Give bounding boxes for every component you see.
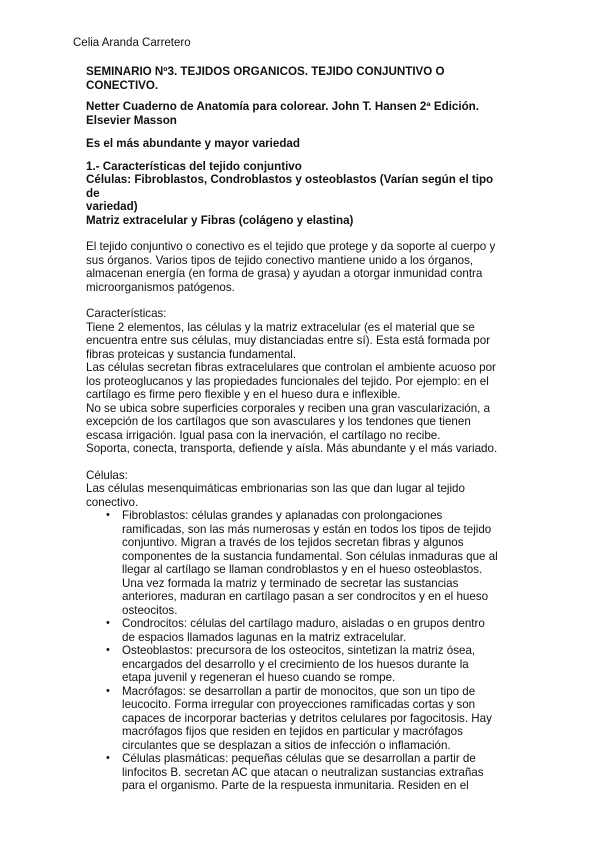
list-item-line: circulantes que se desplazan a sitios de infección o inflamación. — [122, 738, 451, 752]
cells-section — [86, 469, 530, 793]
source-reference — [86, 100, 530, 127]
section1-line: 1.- Características del tejido conjuntivo — [86, 159, 302, 173]
cells-line: Las células mesenquimáticas embrionarias son las que dan lugar al tejido — [86, 482, 465, 495]
list-item-line: Una vez formada la matriz y terminado de secretar las sustancias — [122, 576, 459, 590]
title-line: CONECTIVO. — [86, 78, 159, 92]
list-item-line: anteriores, maduran en cartílago pasan a ser condrocitos y en el hueso — [122, 590, 489, 603]
intro-paragraph — [86, 240, 530, 294]
list-item-celulas-plasmaticas — [86, 752, 530, 793]
characteristics-line: No se ubica sobre superficies corporales y reciben una gran vascularización, a — [86, 401, 491, 415]
list-item-line: encargados del desarrollo y el crecimiento de los huesos durante la — [122, 657, 469, 671]
list-item-line: de espacios llamados lagunas en la matriz extracelular. — [122, 630, 407, 644]
characteristics-line: cartílago es firme pero flexible y en el hueso dura e inflexible. — [86, 388, 401, 401]
intro-line: sus órganos. Varios tipos de tejido conectivo mantiene unido a los órganos, — [86, 253, 474, 267]
list-item-line: Osteoblastos: precursora de los osteocitos, sintetizan la matriz ósea, — [122, 644, 476, 657]
list-item-line: Fibroblastos: células grandes y aplanadas con prolongaciones — [122, 509, 443, 522]
intro-line: microorganismos patógenos. — [86, 280, 235, 294]
list-item-line: osteocitos. — [122, 603, 178, 617]
list-item-fibroblastos — [86, 509, 530, 617]
bullet-icon: • — [106, 617, 110, 629]
abundant-line: Es el más abundante y mayor variedad — [86, 137, 300, 150]
section-characteristics-heading — [86, 160, 530, 228]
author-header: Celia Aranda Carretero — [73, 37, 191, 49]
cells-line: conectivo. — [86, 495, 139, 509]
characteristics-line: fibras proteicas y sustancia fundamental. — [86, 347, 297, 361]
bullet-icon: • — [106, 684, 110, 697]
characteristics-line: los proteoglucanos y las propiedades funcionales del tejido. Por ejemplo: en el — [86, 374, 489, 388]
list-item-line: leucocito. Forma irregular con proyecciones ramificadas cortas y son — [122, 698, 476, 711]
characteristics-paragraph — [86, 307, 530, 456]
intro-line: almacenan energía (en forma de grasa) y ayudan a otorgar inmunidad contra — [86, 267, 483, 280]
list-item-condrocitos — [86, 617, 530, 644]
characteristics-line: Las células secretan fibras extracelulares que controlan el ambiente acuoso por — [86, 361, 496, 374]
title-line: SEMINARIO Nº3. TEJIDOS ORGANICOS. TEJIDO CONJUNTIVO O — [86, 65, 445, 78]
characteristics-line: encuentra entre sus células, muy distanciadas entre sí). Esta está formada por — [86, 334, 491, 347]
section1-line: variedad) — [86, 200, 138, 213]
list-item-macrofagos — [86, 685, 530, 753]
characteristics-line: Soporta, conecta, transporta, defiende y aísla. Más abundante y el más variado. — [86, 442, 498, 455]
bullet-icon: • — [106, 644, 110, 656]
list-item-line: ramificadas, son las más numerosas y están en todos los tipos de tejido — [122, 522, 492, 536]
characteristics-line: Características: — [86, 307, 167, 320]
list-item-line: conjuntivo. Migran a través de los tejidos secretan fibras y algunos — [122, 536, 464, 549]
source-line: Netter Cuaderno de Anatomía para colorear. John T. Hansen 2ª Edición. — [86, 100, 479, 113]
cells-line: Células: — [86, 468, 128, 482]
abundant-statement — [86, 137, 530, 151]
list-item-line: linfocitos B. secretan AC que atacan o neutralizan sustancias extrañas — [122, 765, 484, 779]
list-item-line: capaces de incorporar bacterias y detritos celulares por fagocitosis. Hay — [122, 711, 492, 725]
section1-line: Matriz extracelular y Fibras (colágeno y elastina) — [86, 213, 354, 227]
document-title — [86, 65, 530, 92]
document-body — [86, 65, 530, 793]
list-item-line: componentes de la sustancia fundamental. Son células inmaduras que al — [122, 549, 498, 563]
bullet-icon: • — [106, 509, 110, 521]
cell-types-list — [86, 509, 530, 793]
list-item-line: Células plasmáticas: pequeñas células que se desarrollan a partir de — [122, 752, 476, 765]
list-item-line: etapa juvenil y regeneran el hueso cuando se rompe. — [122, 671, 396, 684]
section1-line: de — [86, 186, 100, 200]
list-item-line: macrófagos fijos que residen en tejidos en particular y macrófagos — [122, 725, 463, 738]
bullet-icon: • — [106, 752, 110, 764]
characteristics-line: Tiene 2 elementos, las células y la matriz extracelular (es el material que se — [86, 320, 475, 334]
list-item-line: llegar al cartílago se llaman condroblastos y en el hueso osteoblastos. — [122, 563, 483, 576]
list-item-osteoblastos — [86, 644, 530, 685]
characteristics-line: escasa irrigación. Igual pasa con la inervación, el cartílago no recibe. — [86, 428, 441, 442]
list-item-line: para el organismo. Parte de la respuesta inmunitaria. Residen en el — [122, 779, 469, 792]
characteristics-line: excepción de los cartílagos que son avasculares y los tendones que tienen — [86, 415, 471, 428]
intro-line: El tejido conjuntivo o conectivo es el tejido que protege y da soporte al cuerpo y — [86, 240, 496, 253]
list-item-line: Condrocitos: células del cartílago maduro, aisladas o en grupos dentro — [122, 617, 485, 630]
section1-line: Células: Fibroblastos, Condroblastos y osteoblastos (Varían según el tipo — [86, 173, 494, 186]
source-line: Elsevier Masson — [86, 113, 177, 127]
list-item-line: Macrófagos: se desarrollan a partir de monocitos, que son un tipo de — [122, 684, 476, 698]
